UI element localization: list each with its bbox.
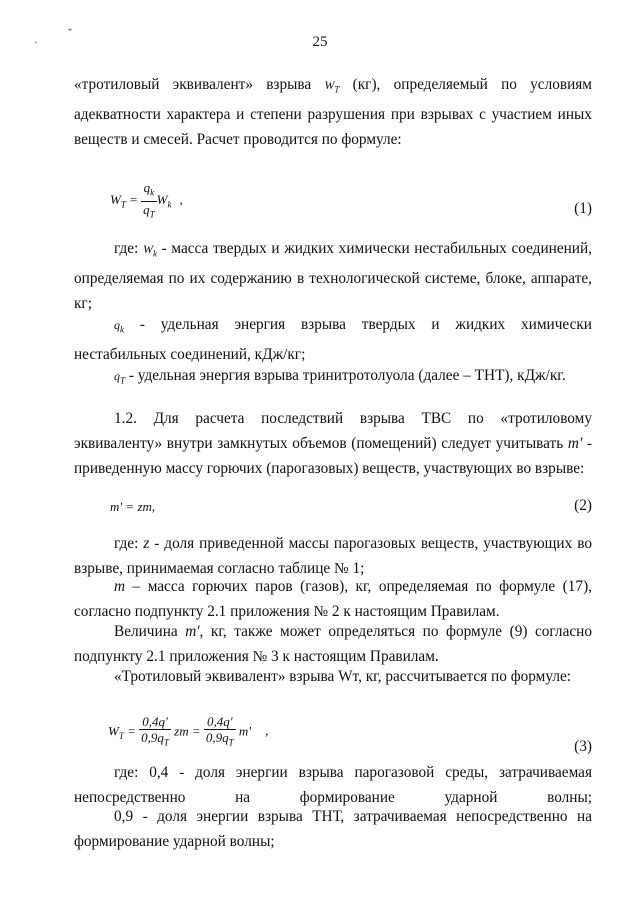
paragraph-where-qk: $q_k$ - удельная энергия взрыва твердых и жидких химически нестабильных соединений, кДж/кг; bbox=[74, 316, 592, 364]
paragraph-where-z: где: z - доля приведенной массы парогазовых веществ, участвующих во взрыве, принимаемая согласно таблице № 1; bbox=[74, 535, 592, 577]
formula-1-fraction: $\frac{q_k}{q_T}$ bbox=[143, 180, 155, 220]
symbol-m: m bbox=[114, 578, 126, 595]
paragraph-where-m: m – масса горючих паров (газов), кг, определяемая по формуле (17), согласно подпункту 2.1 приложения № 2 к настоящим Правилам. bbox=[74, 578, 592, 620]
formula-2: m' = zm, bbox=[110, 499, 156, 514]
symbol-m-prime: m' bbox=[567, 435, 583, 452]
corner-mark-2: ˇ bbox=[68, 26, 72, 40]
paragraph-where-09: 0,9 - доля энергии взрыва ТНТ, затрачиваемая непосредственно на формирование ударной волны; bbox=[74, 808, 592, 850]
text: «тротиловый эквивалент» взрыва bbox=[74, 76, 325, 93]
text: (кг), определяемый по условиям адекватности характера и степени разрушения при взрывах с участием иных веществ и смесей. Расчет проводится по формуле: bbox=[74, 76, 592, 149]
formula-3: $W_T$ = $\frac{0,4q'}{0,9q_T}$ zm = $\frac{0,4q'}{0,9q_T}$ m' , bbox=[108, 714, 268, 751]
equation-number-1: (1) bbox=[574, 200, 592, 217]
equation-number-2: (2) bbox=[574, 497, 592, 514]
paragraph-tnt-formula-intro: «Тротиловый эквивалент» взрыва Wт, кг, рассчитывается по формуле: bbox=[114, 668, 572, 685]
symbol-z: z bbox=[143, 535, 150, 552]
symbol-wk: $W_k$ bbox=[143, 242, 157, 259]
paragraph-1-2: 1.2. Для расчета последствий взрыва ТВС по «тротиловому эквиваленту» внутри замкнутых объемов (помещений) следует учитывать m' - приведенную массу горючих (парогазовых) веществ, участвующих во взрыве: bbox=[74, 410, 592, 477]
paragraph-tnt-equivalent bbox=[74, 72, 592, 152]
symbol-qt: $q_T$ bbox=[114, 369, 126, 386]
corner-mark-1: ˎ bbox=[34, 30, 38, 44]
paragraph-where-qt: $q_T$ - удельная энергия взрыва тринитротолуола (далее – ТНТ), кДж/кг. bbox=[114, 367, 566, 386]
symbol-m-prime-2: m' bbox=[185, 623, 200, 640]
page-number: 25 bbox=[312, 34, 328, 50]
paragraph-where-04: где: 0,4 - доля энергии взрыва парогазовой среды, затрачиваемая непосредственно на формирование ударной волны; bbox=[74, 764, 592, 806]
formula-1: $W_T$ = $\frac{q_k}{q_T}$ $W_k$ , bbox=[110, 180, 183, 222]
paragraph-where-wk: где: $W_k$ - масса твердых и жидких химически нестабильных соединений, определяемая по их содержанию в технологической системе, блоке, аппарате, кг; bbox=[74, 240, 592, 313]
symbol-qk: $q_k$ bbox=[114, 318, 124, 335]
equation-number-3: (3) bbox=[574, 738, 592, 755]
formula-3-fraction-1: $\frac{0,4q'}{0,9q_T}$ bbox=[141, 714, 169, 748]
paragraph-value-m: Величина m', кг, также может определяться по формуле (9) согласно подпункту 2.1 приложения № 3 к настоящим Правилам. bbox=[74, 623, 592, 665]
formula-3-fraction-2: $\frac{0,4q'}{0,9q_T}$ bbox=[205, 714, 234, 748]
symbol-wt: $W_T$ bbox=[324, 78, 340, 95]
